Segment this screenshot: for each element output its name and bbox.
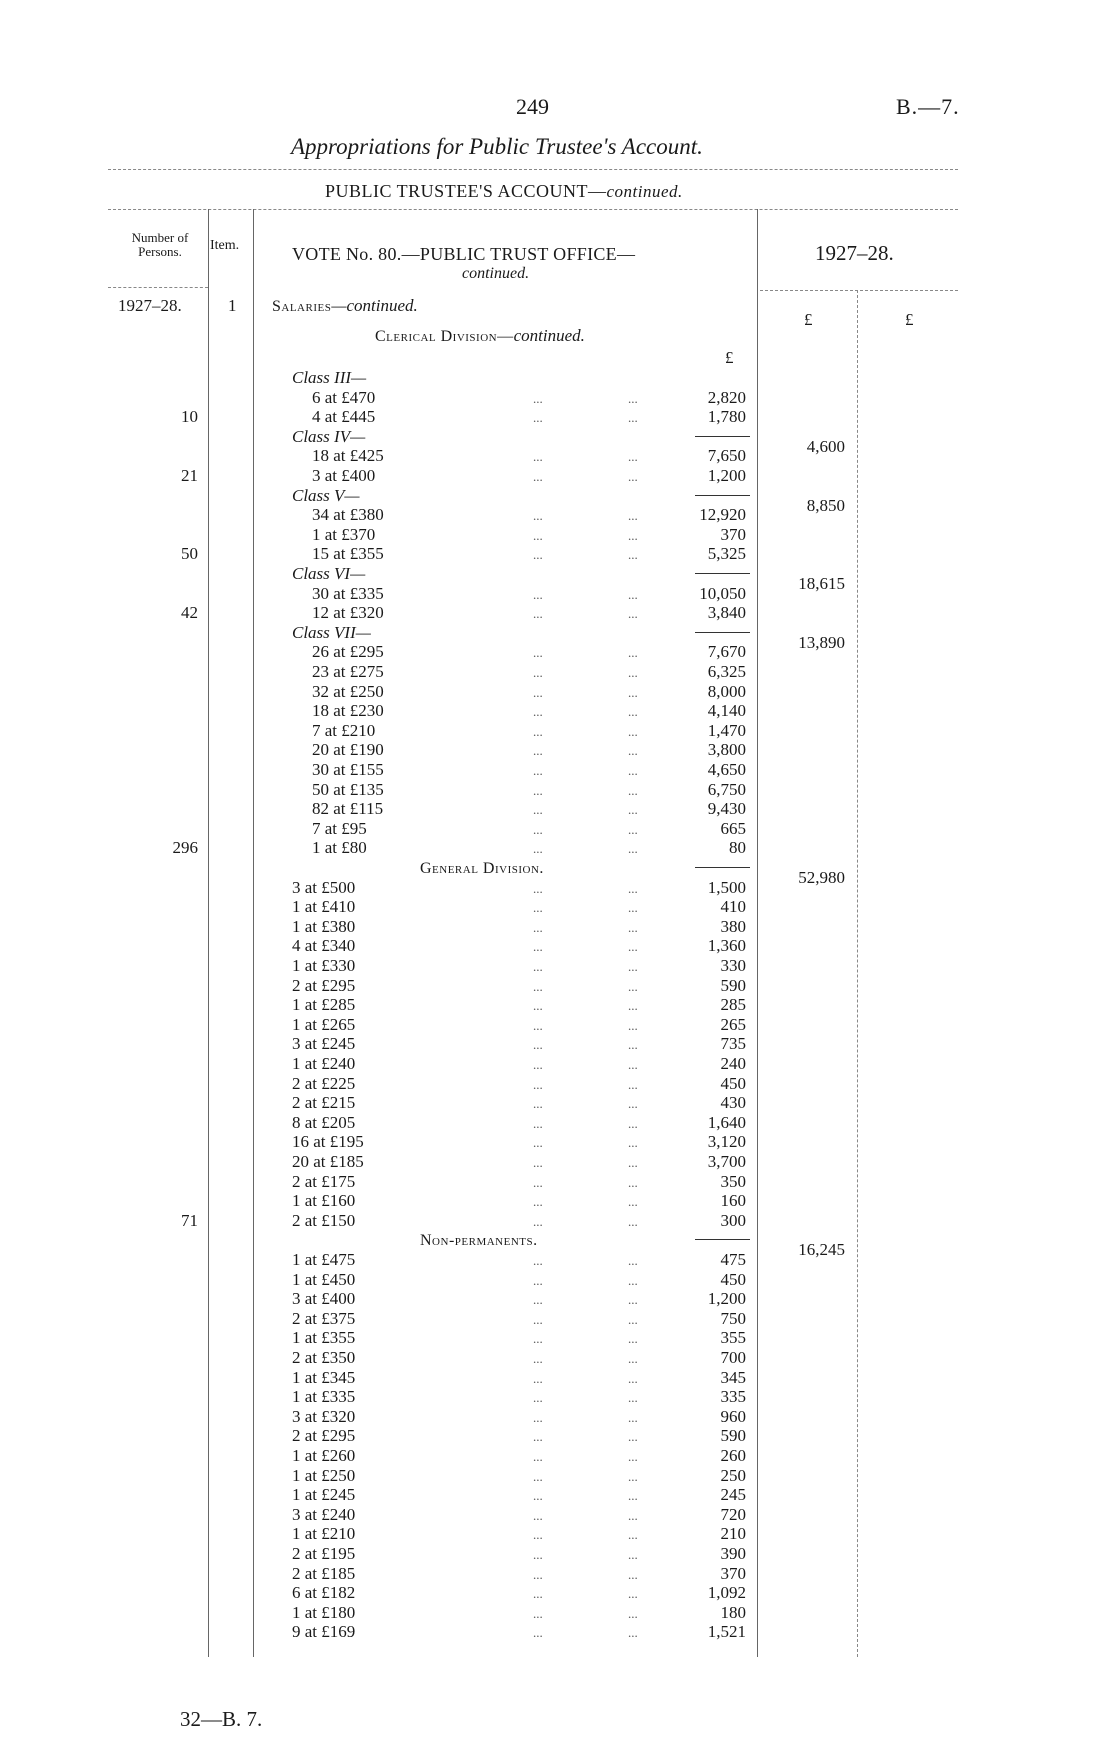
row-amount: 1,521 [707,1622,746,1642]
leader-dots: ... [533,1586,543,1602]
leader-dots: ... [628,1331,638,1347]
row-rate: 4 at £340 [292,936,356,956]
row-amount: 475 [720,1250,746,1269]
row-rate: 1 at £245 [292,1485,356,1505]
leader-dots: ... [628,704,638,720]
row-amount: 4,650 [707,760,746,779]
leader-dots: ... [533,645,543,661]
row-rate: 1 at £370 [312,524,376,544]
row-rate: 26 at £295 [312,642,384,662]
leader-dots: ... [533,1213,543,1229]
persons-count: 42 [181,603,198,623]
leader-dots: ... [628,1566,638,1582]
row-rate: 20 at £185 [292,1152,364,1171]
row-amount: 80 [729,838,746,858]
leader-dots: ... [628,782,638,798]
row-rate: 1 at £335 [292,1387,356,1407]
leader-dots: ... [628,1253,638,1268]
row-rate: 50 at £135 [312,779,384,799]
row-rate: 1 at £260 [292,1446,356,1465]
row-amount: 345 [720,1367,746,1387]
row-rate: 1 at £160 [292,1191,356,1211]
row-rate: 12 at £320 [312,603,384,623]
row-rate: 2 at £175 [292,1171,356,1191]
row-amount: 335 [720,1387,746,1407]
row-amount: 1,780 [707,407,746,427]
rule-header-right [760,290,958,291]
subtotal-rule [695,573,750,574]
leader-dots: ... [533,547,543,563]
leader-dots: ... [533,684,543,700]
header-vote-continued: continued. [462,265,530,282]
document-reference: B.—7. [896,94,960,119]
row-rate: 2 at £195 [292,1544,356,1563]
row-rate: 3 at £400 [312,466,376,485]
row-rate: 7 at £95 [312,818,367,838]
leader-dots: ... [628,390,638,406]
leader-dots: ... [628,900,638,916]
row-amount: 285 [720,995,746,1015]
col-divider-total [857,290,858,1657]
row-amount: 6,750 [707,779,746,799]
leader-dots: ... [533,763,543,778]
subtotal-rule [695,632,750,633]
row-amount: 330 [720,956,746,975]
subtitle-continued: continued. [606,182,683,201]
header-item: Item. [210,238,240,253]
row-amount: 355 [720,1328,746,1348]
row-amount: 4,140 [707,701,746,721]
page-footer: 32—B. 7. [180,1707,263,1731]
leader-dots: ... [628,1213,638,1229]
page-subtitle [325,181,683,202]
leader-dots: ... [533,939,543,955]
leader-dots: ... [533,1488,543,1504]
leader-dots: ... [533,606,543,622]
row-amount: 1,200 [707,1289,746,1309]
row-rate: 23 at £275 [312,662,384,681]
row-amount: 265 [720,1014,746,1034]
row-amount: 430 [720,1093,746,1113]
leader-dots: ... [628,939,638,955]
clerical-heading [375,326,585,346]
row-amount: 245 [720,1485,746,1505]
leader-dots: ... [628,1390,638,1406]
row-rate: 6 at £182 [292,1583,356,1603]
leader-dots: ... [533,1331,543,1347]
header-pound-2: £ [905,310,914,329]
row-amount: 750 [720,1308,746,1328]
row-rate: 18 at £230 [312,701,384,721]
row-amount: 590 [720,1426,746,1446]
row-rate: 2 at £295 [292,975,356,995]
row-amount: 10,050 [699,583,746,603]
leader-dots: ... [533,1311,543,1327]
row-rate: 30 at £335 [312,583,384,603]
row-amount: 590 [720,975,746,995]
row-rate: 1 at £250 [292,1465,356,1485]
row-rate: 2 at £295 [292,1426,356,1446]
row-amount: 665 [720,818,746,838]
leader-dots: ... [628,1174,638,1190]
leader-dots: ... [628,410,638,426]
row-amount: 1,360 [707,936,746,956]
subtotal-amount: 13,890 [798,632,845,652]
row-amount: 1,500 [707,877,746,897]
leader-dots: ... [533,1370,543,1386]
leader-dots: ... [533,1605,543,1621]
row-rate: 1 at £475 [292,1250,356,1269]
leader-dots: ... [628,1370,638,1386]
leader-dots: ... [533,1507,543,1523]
leader-dots: ... [533,1096,543,1112]
leader-dots: ... [628,978,638,994]
row-amount: 250 [720,1465,746,1485]
row-amount: 7,650 [707,446,746,466]
leader-dots: ... [628,1135,638,1151]
row-amount: 180 [720,1602,746,1622]
leader-dots: ... [533,586,543,602]
leader-dots: ... [533,1017,543,1033]
header-pound-1: £ [804,310,813,329]
leader-dots: ... [628,998,638,1014]
row-rate: 1 at £240 [292,1054,356,1073]
leader-dots: ... [628,763,638,778]
leader-dots: ... [533,1076,543,1092]
leader-dots: ... [628,547,638,563]
row-amount: 8,000 [707,681,746,701]
col-divider-amount [757,209,758,1657]
leader-dots: ... [533,1449,543,1464]
row-rate: 6 at £470 [312,387,376,407]
row-amount: 390 [720,1544,746,1563]
row-amount: 700 [720,1348,746,1367]
row-amount: 3,700 [707,1152,746,1171]
leader-dots: ... [628,1057,638,1072]
leader-dots: ... [533,410,543,426]
leader-dots: ... [628,684,638,700]
salaries-heading [272,296,418,316]
row-amount: 7,670 [707,642,746,662]
row-amount: 735 [720,1034,746,1054]
class-heading: Class VII— [292,622,371,642]
row-rate: 1 at £180 [292,1602,356,1622]
row-rate: 1 at £450 [292,1269,356,1289]
leader-dots: ... [533,1429,543,1445]
leader-dots: ... [628,606,638,622]
row-rate: 3 at £400 [292,1289,356,1309]
persons-count: 10 [181,407,198,427]
leader-dots: ... [533,449,543,465]
row-amount: 12,920 [699,505,746,525]
leader-dots: ... [533,1566,543,1582]
row-amount: 3,840 [707,603,746,623]
leader-dots: ... [533,390,543,406]
leader-dots: ... [533,1468,543,1484]
row-amount: 6,325 [707,662,746,681]
leader-dots: ... [533,704,543,720]
leader-dots: ... [533,527,543,543]
leader-dots: ... [628,1468,638,1484]
row-rate: 2 at £185 [292,1563,356,1583]
row-rate: 1 at £80 [312,838,367,858]
leader-dots: ... [533,782,543,798]
col-divider-item [253,209,254,1657]
class-heading: Class VI— [292,564,366,583]
leader-dots: ... [533,1135,543,1151]
leader-dots: ... [533,821,543,837]
class-heading: Class III— [292,368,367,387]
rule-header-top [108,209,958,210]
row-amount: 240 [720,1054,746,1073]
row-rate: 1 at £285 [292,995,356,1015]
salaries-label: Salaries [272,298,332,315]
leader-dots: ... [628,449,638,465]
row-rate: 20 at £190 [312,740,384,760]
leader-dots: ... [628,1409,638,1425]
leader-dots: ... [533,841,543,857]
row-rate: 1 at £410 [292,897,356,917]
leader-dots: ... [533,469,543,484]
persons-count: 21 [181,466,198,485]
row-amount: 9,430 [707,799,746,819]
leader-dots: ... [628,1507,638,1523]
leader-dots: ... [533,1351,543,1366]
row-rate: 82 at £115 [312,799,384,819]
row-amount: 380 [720,916,746,936]
leader-dots: ... [628,1429,638,1445]
leader-dots: ... [628,1586,638,1602]
salaries-continued: —continued. [331,296,418,315]
leader-dots: ... [533,665,543,680]
leader-dots: ... [628,743,638,759]
leader-dots: ... [533,959,543,974]
row-rate: 3 at £245 [292,1034,356,1054]
row-amount: 3,800 [707,740,746,760]
left-year: 1927–28. [118,296,182,315]
persons-count: 71 [181,1210,198,1230]
leader-dots: ... [628,586,638,602]
leader-dots: ... [628,880,638,896]
row-amount: 370 [720,1563,746,1583]
row-rate: 3 at £500 [292,877,356,897]
leader-dots: ... [533,1194,543,1210]
leader-dots: ... [628,723,638,739]
row-amount: 960 [720,1406,746,1426]
row-rate: 3 at £240 [292,1504,356,1524]
leader-dots: ... [628,1194,638,1210]
leader-dots: ... [533,723,543,739]
item-number: 1 [228,296,237,315]
leader-dots: ... [533,1547,543,1562]
leader-dots: ... [628,1311,638,1327]
subtotal-amount: 52,980 [798,868,845,887]
row-rate: 9 at £169 [292,1622,356,1642]
leader-dots: ... [533,998,543,1014]
persons-count: 50 [181,544,198,564]
leader-dots: ... [533,1390,543,1406]
leader-dots: ... [628,1449,638,1464]
leader-dots: ... [628,508,638,524]
subtotal-rule [695,495,750,496]
row-amount: 5,325 [707,544,746,564]
row-rate: 2 at £225 [292,1073,356,1093]
leader-dots: ... [533,1037,543,1053]
rule-top [108,169,958,170]
row-rate: 2 at £375 [292,1308,356,1328]
row-rate: 1 at £210 [292,1524,356,1544]
clerical-label: Clerical Division— [375,328,514,345]
leader-dots: ... [628,1625,638,1641]
persons-count: 296 [172,838,198,858]
leader-dots: ... [533,1174,543,1190]
leader-dots: ... [628,1096,638,1112]
subtotal-amount: 4,600 [806,436,845,456]
leader-dots: ... [533,1253,543,1268]
leader-dots: ... [628,959,638,974]
leader-dots: ... [628,919,638,935]
row-rate: 4 at £445 [312,407,376,427]
row-amount: 450 [720,1073,746,1093]
row-rate: 1 at £345 [292,1367,356,1387]
row-amount: 160 [720,1191,746,1211]
leader-dots: ... [533,1292,543,1308]
row-amount: 1,200 [707,466,746,485]
section-heading: Non-permanents. [420,1232,538,1250]
row-rate: 15 at £355 [312,544,384,564]
row-amount: 410 [720,897,746,917]
row-rate: 1 at £330 [292,956,356,975]
row-rate: 1 at £380 [292,916,356,936]
row-rate: 2 at £150 [292,1210,356,1230]
leader-dots: ... [533,880,543,896]
subtotal-amount: 8,850 [806,495,845,515]
leader-dots: ... [533,900,543,916]
leader-dots: ... [628,1351,638,1366]
subtotal-rule [695,436,750,437]
row-rate: 2 at £350 [292,1348,356,1367]
row-amount: 450 [720,1269,746,1289]
leader-dots: ... [533,1409,543,1425]
leader-dots: ... [628,802,638,818]
subtitle-text: PUBLIC TRUSTEE'S ACCOUNT— [325,181,607,201]
header-year: 1927–28. [815,241,894,265]
subtotal-rule [695,867,750,868]
leader-dots: ... [533,1057,543,1072]
leader-dots: ... [533,1115,543,1131]
row-rate: 2 at £215 [292,1093,356,1113]
header-number-of-persons: Number of Persons. [131,230,189,259]
leader-dots: ... [533,1272,543,1288]
row-rate: 34 at £380 [312,505,384,525]
leader-dots: ... [533,1625,543,1641]
row-amount: 1,640 [707,1112,746,1132]
leader-dots: ... [628,1115,638,1131]
row-amount: 300 [720,1210,746,1230]
leader-dots: ... [628,1605,638,1621]
subtotal-amount: 16,245 [798,1240,845,1260]
leader-dots: ... [533,508,543,524]
leader-dots: ... [628,1272,638,1288]
row-amount: 2,820 [707,387,746,407]
leader-dots: ... [533,1155,543,1170]
row-amount: 210 [720,1524,746,1544]
row-amount: 370 [720,524,746,544]
header-vote: VOTE No. 80.—PUBLIC TRUST OFFICE— [292,244,636,264]
leader-dots: ... [628,821,638,837]
leader-dots: ... [628,469,638,484]
page-number: 249 [516,94,549,119]
leader-dots: ... [533,978,543,994]
row-rate: 7 at £210 [312,720,376,740]
leader-dots: ... [533,1527,543,1543]
amount-pound: £ [725,348,734,367]
leader-dots: ... [628,841,638,857]
row-amount: 1,470 [707,720,746,740]
row-amount: 350 [720,1171,746,1191]
row-amount: 3,120 [707,1132,746,1152]
row-rate: 1 at £265 [292,1014,356,1034]
rule-header-left [108,287,208,288]
leader-dots: ... [628,1527,638,1543]
subtotal-amount: 18,615 [798,574,845,593]
row-amount: 260 [720,1446,746,1465]
leader-dots: ... [628,1076,638,1092]
page-title: Appropriations for Public Trustee's Account. [291,134,703,159]
row-rate: 1 at £355 [292,1328,356,1348]
leader-dots: ... [628,645,638,661]
row-amount: 720 [720,1504,746,1524]
row-rate: 3 at £320 [292,1406,356,1426]
section-heading: General Division. [420,860,544,877]
subtotal-rule [695,1239,750,1240]
row-rate: 8 at £205 [292,1112,356,1132]
row-rate: 30 at £155 [312,760,384,779]
leader-dots: ... [628,1292,638,1308]
leader-dots: ... [628,1155,638,1170]
leader-dots: ... [628,527,638,543]
leader-dots: ... [628,1017,638,1033]
col-divider-number [208,209,209,1657]
leader-dots: ... [628,1488,638,1504]
class-heading: Class V— [292,485,360,505]
row-rate: 18 at £425 [312,446,384,466]
leader-dots: ... [533,919,543,935]
leader-dots: ... [628,665,638,680]
row-rate: 32 at £250 [312,681,384,701]
leader-dots: ... [533,802,543,818]
clerical-continued: continued. [513,326,585,345]
row-amount: 1,092 [707,1583,746,1603]
leader-dots: ... [628,1547,638,1562]
leader-dots: ... [533,743,543,759]
class-heading: Class IV— [292,426,366,446]
leader-dots: ... [628,1037,638,1053]
row-rate: 16 at £195 [292,1132,364,1152]
